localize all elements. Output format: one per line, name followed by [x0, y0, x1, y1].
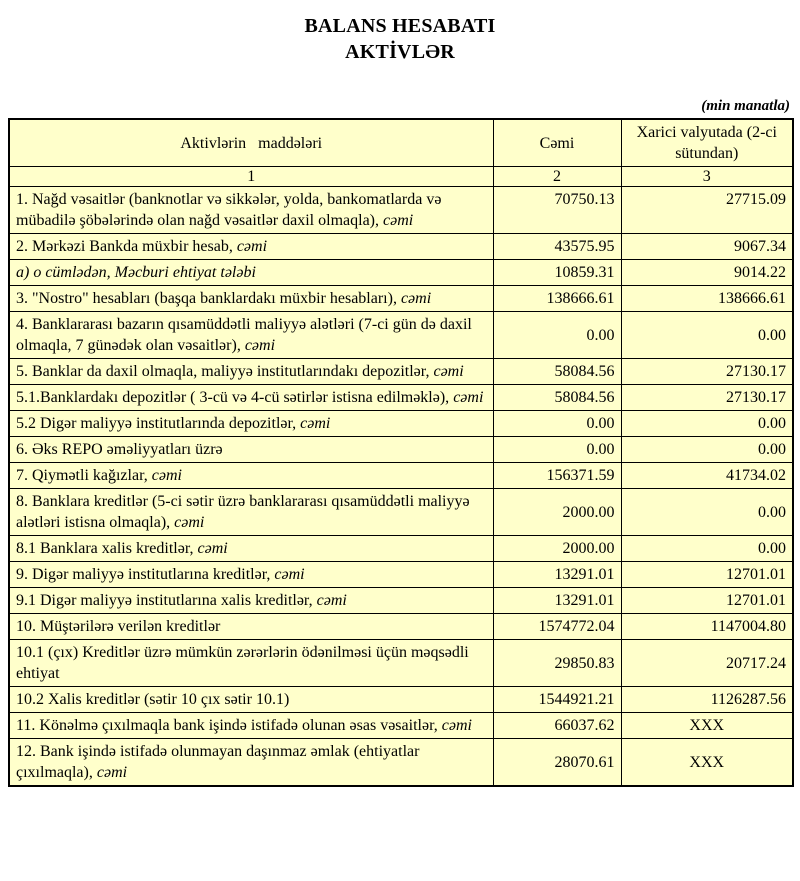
row-label-italic-text: cəmi: [400, 290, 432, 307]
total-value-cell: 156371.59: [493, 463, 621, 489]
row-label-cell: [9, 260, 493, 286]
row-label-text: 8.1 Banklara xalis kreditlər,: [16, 540, 198, 557]
row-label-cell: [9, 286, 493, 312]
row-label-cell: [9, 536, 493, 562]
table-row: [9, 614, 793, 640]
foreign-currency-value-cell: 12701.01: [621, 588, 793, 614]
table-row: [9, 312, 793, 359]
total-value-cell: 13291.01: [493, 562, 621, 588]
total-value-cell: 138666.61: [493, 286, 621, 312]
column-number-3: 3: [621, 167, 793, 187]
foreign-currency-value-cell: XXX: [621, 739, 793, 787]
row-label-italic-text: a) o cümlədən, Məcburi ehtiyat tələbi: [16, 264, 256, 281]
foreign-currency-value-cell: 27130.17: [621, 359, 793, 385]
assets-table: [8, 118, 794, 787]
row-label-cell: [9, 687, 493, 713]
unit-note: (min manatla): [701, 98, 790, 114]
foreign-currency-value-cell: 41734.02: [621, 463, 793, 489]
row-label-text: 8. Banklara kreditlər (5-ci sətir üzrə banklararası qısamüddətli maliyyə alətləri istisna olmaqla),: [16, 493, 470, 531]
row-label-italic-text: cəmi: [433, 363, 464, 380]
row-label-italic-text: cəmi: [441, 717, 472, 734]
row-label-italic-text: cəmi: [274, 566, 305, 583]
foreign-currency-value-cell: 0.00: [621, 536, 793, 562]
table-row: [9, 385, 793, 411]
total-value-cell: 1574772.04: [493, 614, 621, 640]
foreign-currency-value-cell: 1147004.80: [621, 614, 793, 640]
total-value-cell: 58084.56: [493, 359, 621, 385]
header-total: Cəmi: [493, 119, 621, 167]
row-label-italic-text: cəmi: [316, 592, 347, 609]
row-label-text: 5.2 Digər maliyyə institutlarında depozitlər,: [16, 415, 301, 432]
row-label-text: 9.1 Digər maliyyə institutlarına xalis kreditlər,: [16, 592, 317, 609]
row-label-text: 11. Könəlmə çıxılmaqla bank işində istifadə olunan əsas vəsaitlər,: [16, 717, 442, 734]
table-row: [9, 359, 793, 385]
row-label-cell: [9, 411, 493, 437]
row-label-italic-text: cəmi: [96, 764, 128, 781]
foreign-currency-value-cell: 0.00: [621, 489, 793, 536]
row-label-text: 6. Əks REPO əməliyyatları üzrə: [16, 441, 223, 458]
row-label-text: 9. Digər maliyyə institutlarına kreditlər,: [16, 566, 275, 583]
total-value-cell: 29850.83: [493, 640, 621, 687]
report-title-line1: BALANS HESABATI: [304, 15, 496, 37]
row-label-cell: [9, 640, 493, 687]
column-number-2: 2: [493, 167, 621, 187]
row-label-cell: [9, 234, 493, 260]
total-value-cell: 70750.13: [493, 187, 621, 234]
row-label-cell: [9, 614, 493, 640]
foreign-currency-value-cell: 0.00: [621, 312, 793, 359]
row-label-text: 12. Bank işində istifadə olunmayan daşınmaz əmlak (ehtiyatlar çıxılmaqla),: [16, 743, 420, 781]
total-value-cell: 0.00: [493, 411, 621, 437]
foreign-currency-value-cell: 12701.01: [621, 562, 793, 588]
row-label-cell: [9, 562, 493, 588]
row-label-cell: [9, 312, 493, 359]
total-value-cell: 10859.31: [493, 260, 621, 286]
row-label-text: 10.2 Xalis kreditlər (sətir 10 çıx sətir 10.1): [16, 691, 290, 708]
row-label-text: 1. Nağd vəsaitlər (banknotlar və sikkələr, yolda, bankomatlarda və mübadilə şöbələrində olan nağd vəsaitlər daxil olmaqla),: [16, 191, 442, 229]
total-value-cell: 43575.95: [493, 234, 621, 260]
row-label-cell: [9, 359, 493, 385]
row-label-italic-text: cəmi: [174, 514, 205, 531]
total-value-cell: 2000.00: [493, 536, 621, 562]
foreign-currency-value-cell: 9014.22: [621, 260, 793, 286]
row-label-text: 3. "Nostro" hesabları (başqa banklardakı müxbir hesabları),: [16, 290, 401, 307]
assets-table-body: [9, 187, 793, 787]
foreign-currency-value-cell: 27130.17: [621, 385, 793, 411]
total-value-cell: 13291.01: [493, 588, 621, 614]
header-foreign-currency: Xarici valyutada (2-ci sütundan): [621, 119, 793, 167]
row-label-italic-text: cəmi: [244, 337, 276, 354]
row-label-italic-text: cəmi: [151, 467, 182, 484]
total-value-cell: 0.00: [493, 437, 621, 463]
table-row: [9, 234, 793, 260]
table-row: [9, 463, 793, 489]
row-label-cell: [9, 385, 493, 411]
foreign-currency-value-cell: 1126287.56: [621, 687, 793, 713]
total-value-cell: 1544921.21: [493, 687, 621, 713]
foreign-currency-value-cell: 0.00: [621, 411, 793, 437]
table-row: [9, 536, 793, 562]
row-label-italic-text: cəmi: [197, 540, 228, 557]
row-label-cell: [9, 588, 493, 614]
row-label-cell: [9, 713, 493, 739]
total-value-cell: 2000.00: [493, 489, 621, 536]
table-row: [9, 437, 793, 463]
table-row: [9, 687, 793, 713]
row-label-text: 5.1.Banklardakı depozitlər ( 3-cü və 4-cü sətirlər istisna edilməklə),: [16, 389, 454, 406]
row-label-cell: [9, 437, 493, 463]
foreign-currency-value-cell: 138666.61: [621, 286, 793, 312]
row-label-text: 10.1 (çıx) Kreditlər üzrə mümkün zərərlərin ödənilməsi üçün məqsədli ehtiyat: [16, 644, 469, 682]
total-value-cell: 58084.56: [493, 385, 621, 411]
table-row: [9, 411, 793, 437]
row-label-text: 5. Banklar da daxil olmaqla, maliyyə institutlarındakı depozitlər,: [16, 363, 434, 380]
foreign-currency-value-cell: 27715.09: [621, 187, 793, 234]
row-label-italic-text: cəmi: [383, 212, 414, 229]
header-items: Aktivlərin maddələri: [9, 119, 493, 167]
table-row: [9, 588, 793, 614]
foreign-currency-value-cell: 0.00: [621, 437, 793, 463]
row-label-text: 2. Mərkəzi Bankda müxbir hesab,: [16, 238, 237, 255]
table-row: [9, 187, 793, 234]
row-label-cell: [9, 489, 493, 536]
table-row: [9, 640, 793, 687]
column-number-1: 1: [9, 167, 493, 187]
table-row: [9, 489, 793, 536]
table-row: [9, 562, 793, 588]
row-label-text: 4. Banklararası bazarın qısamüddətli maliyyə alətləri (7-ci gün də daxil olmaqla, 7 günədək olan vəsaitlər),: [16, 316, 472, 354]
foreign-currency-value-cell: 20717.24: [621, 640, 793, 687]
row-label-italic-text: cəmi: [300, 415, 331, 432]
table-row: [9, 713, 793, 739]
row-label-cell: [9, 187, 493, 234]
report-title-line2: AKTİVLƏR: [345, 41, 455, 63]
report-title: [0, 0, 800, 65]
row-label-cell: [9, 463, 493, 489]
table-row: [9, 260, 793, 286]
foreign-currency-value-cell: 9067.34: [621, 234, 793, 260]
row-label-italic-text: cəmi: [236, 238, 268, 255]
foreign-currency-value-cell: XXX: [621, 713, 793, 739]
row-label-text: 10. Müştərilərə verilən kreditlər: [16, 618, 221, 635]
total-value-cell: 0.00: [493, 312, 621, 359]
column-numbers-row: [9, 167, 793, 187]
table-row: [9, 739, 793, 787]
table-row: [9, 286, 793, 312]
total-value-cell: 66037.62: [493, 713, 621, 739]
row-label-italic-text: cəmi: [453, 389, 484, 406]
row-label-cell: [9, 739, 493, 787]
total-value-cell: 28070.61: [493, 739, 621, 787]
row-label-text: 7. Qiymətli kağızlar,: [16, 467, 152, 484]
header-row: [9, 119, 793, 167]
